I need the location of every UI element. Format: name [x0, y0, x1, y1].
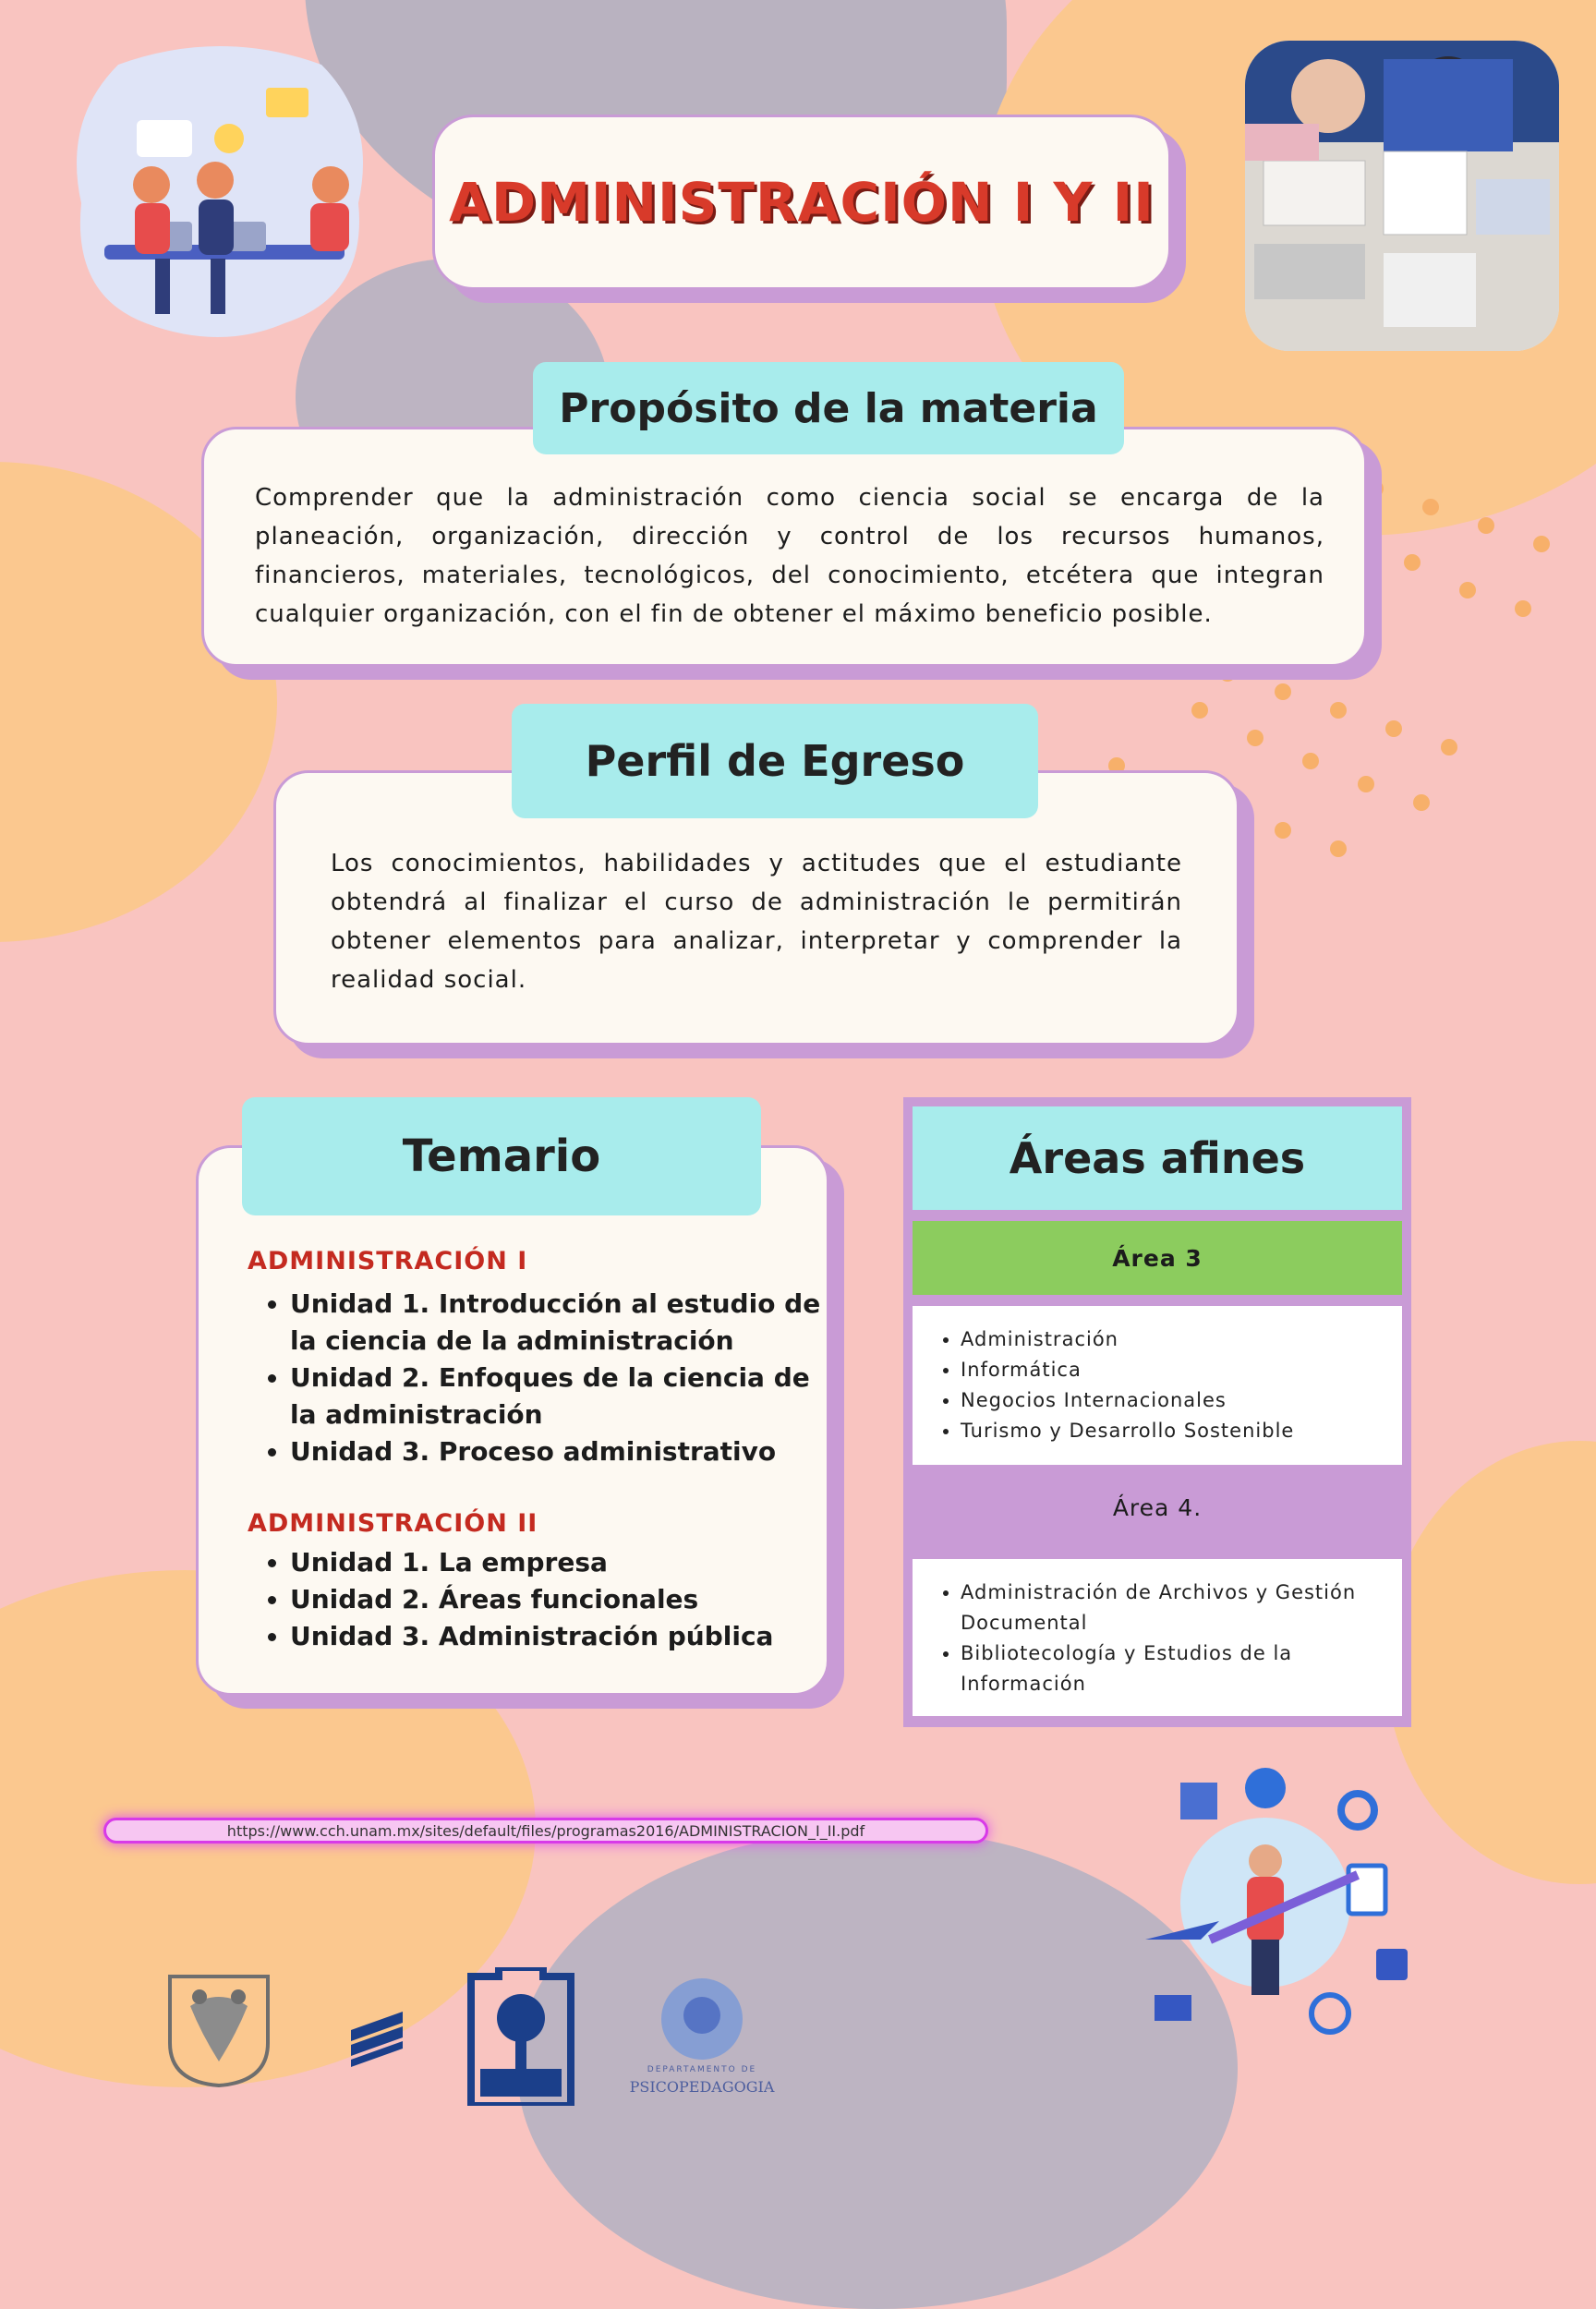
- proposito-text: Comprender que la administración como ciencia social se encarga de la planeación, organización, dirección y control de los recursos humanos, financieros, materiales, tecnológicos, del conocimiento, etcétera que integran cualquier organización, con el fin de obtener el máximo beneficio posible.: [255, 484, 1324, 628]
- list-item: • Unidad 1. La empresa: [290, 1544, 835, 1581]
- area4-label: Área 4.: [1112, 1493, 1203, 1521]
- proposito-heading-text: Propósito de la materia: [559, 384, 1098, 432]
- area3-header: [913, 1221, 1402, 1295]
- proposito-heading: [533, 362, 1124, 454]
- area4-list-box: [913, 1559, 1402, 1716]
- list-item: • Unidad 2. Enfoques de la ciencia de la administración: [290, 1360, 835, 1433]
- list-item: • Turismo y Desarrollo Sostenible: [961, 1416, 1402, 1446]
- temario-heading-text: Temario: [402, 1130, 601, 1182]
- temario-adm2-title: ADMINISTRACIÓN II: [248, 1509, 538, 1538]
- program-link[interactable]: [103, 1818, 988, 1844]
- perfil-heading-text: Perfil de Egreso: [585, 736, 965, 786]
- unam-seal: [163, 1969, 275, 2089]
- temario-heading: [242, 1097, 761, 1215]
- cch-oriente-logo: [462, 1967, 580, 2106]
- areas-heading-text: Áreas afines: [1009, 1133, 1306, 1183]
- list-item: • Administración de Archivos y Gestión Documental: [961, 1578, 1402, 1638]
- list-item: • Informática: [961, 1355, 1402, 1385]
- area4-list: [929, 1578, 1402, 1699]
- perfil-text: Los conocimientos, habilidades y actitudes que el estudiante obtendrá al finalizar el curso de administración le permitirán obtener elementos para analizar, interpretar y comprender la realidad social.: [331, 850, 1182, 994]
- areas-afines-box: [903, 1097, 1411, 1727]
- temario-adm2-list: [251, 1544, 835, 1655]
- page-title: ADMINISTRACIÓN I Y II: [449, 171, 1155, 234]
- list-item: • Unidad 3. Proceso administrativo: [290, 1433, 835, 1470]
- list-item: • Bibliotecología y Estudios de la Información: [961, 1638, 1402, 1699]
- area3-list-box: [913, 1306, 1402, 1465]
- list-item: • Unidad 2. Áreas funcionales: [290, 1581, 835, 1618]
- list-item: • Negocios Internacionales: [961, 1385, 1402, 1416]
- list-item: • Unidad 3. Administración pública: [290, 1618, 835, 1655]
- business-woman-illustration: [1108, 1755, 1413, 2050]
- area3-label: Área 3: [1112, 1244, 1203, 1272]
- colegio-logo: [314, 1965, 440, 2091]
- temario-adm1-list: [251, 1286, 835, 1470]
- program-link-text[interactable]: https://www.cch.unam.mx/sites/default/files/programas2016/ADMINISTRACION_I_II.pdf: [226, 1821, 865, 1840]
- perfil-heading: [512, 704, 1038, 818]
- list-item: • Unidad 1. Introducción al estudio de la ciencia de la administración: [290, 1286, 835, 1360]
- list-item: • Administración: [961, 1324, 1402, 1355]
- depto-label: DEPARTAMENTO DE: [647, 2065, 757, 2074]
- areas-heading: [913, 1106, 1402, 1210]
- psico-label: PSICOPEDAGOGIA: [629, 2078, 775, 2096]
- temario-adm1-title: ADMINISTRACIÓN I: [248, 1247, 528, 1275]
- psicopedagogia-logo: [628, 1973, 776, 2102]
- area4-header: [913, 1467, 1402, 1548]
- office-photo: [1245, 41, 1559, 351]
- team-illustration: [63, 37, 377, 342]
- bg-blob-peach-right: [1385, 1441, 1596, 1884]
- area3-list: [929, 1324, 1402, 1446]
